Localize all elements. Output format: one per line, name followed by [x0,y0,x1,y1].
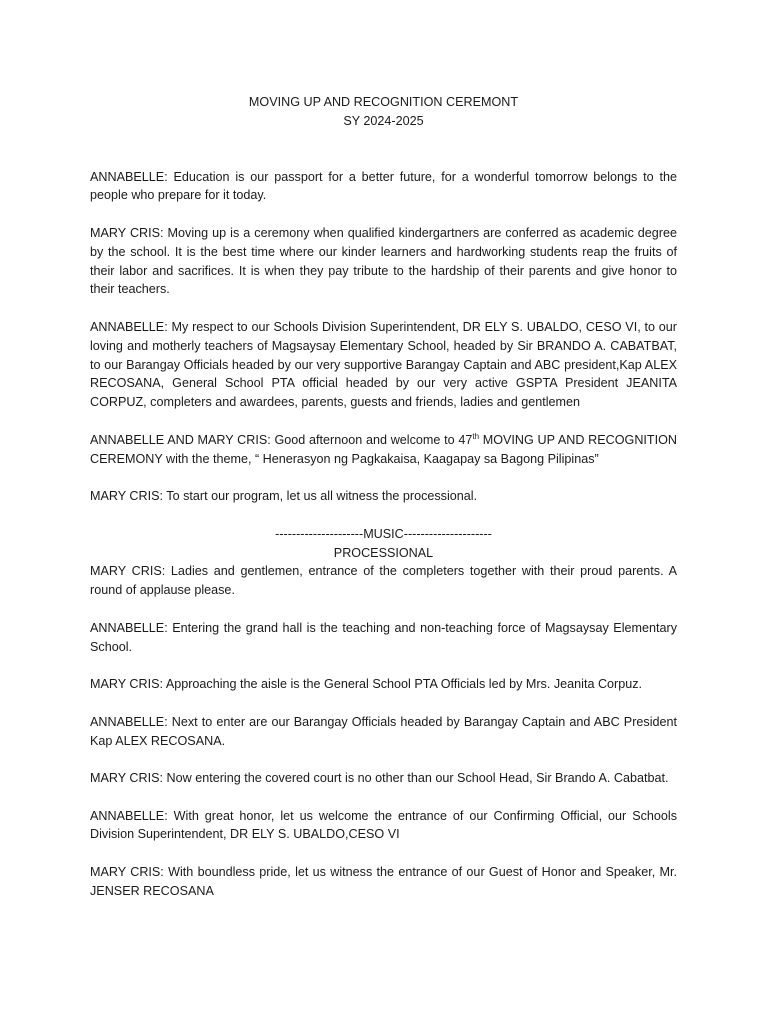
paragraph-3: ANNABELLE: My respect to our Schools Division Superintendent, DR ELY S. UBALDO, CESO VI, to our loving and motherly teachers of Magsaysay Elementary School, headed by Sir BRANDO A. CABATBAT, to our Barangay Officials headed by our very supportive Barangay Captain and ABC president,Kap ALEX RECOSANA, General School PTA official headed by our very active GSPTA President JEANITA CORPUZ, completers and awardees, parents, guests and friends, ladies and gentlemen [90,319,677,410]
paragraph-7: ANNABELLE: Entering the grand hall is the teaching and non-teaching force of Magsaysay Elementary School. [90,620,677,654]
paragraph-12: MARY CRIS: With boundless pride, let us witness the entrance of our Guest of Honor and Speaker, Mr. JENSER RECOSANA [90,865,677,898]
paragraph-8: MARY CRIS: Approaching the aisle is the General School PTA Officials led by Mrs. Jeanita Corpuz. [90,677,643,692]
school-year: SY 2024-2025 [343,113,424,128]
paragraph-10: MARY CRIS: Now entering the covered court is no other than our School Head, Sir Brando A. Cabatbat. [90,771,669,786]
document-title: MOVING UP AND RECOGNITION CEREMONT [248,95,519,109]
paragraph-4-start: ANNABELLE AND MARY CRIS: Good afternoon and welcome to 47 [90,432,473,447]
title-block [90,93,677,131]
paragraph-6: MARY CRIS: Ladies and gentlemen, entrance of the completers together with their proud parents. A round of applause please. [90,564,677,598]
music-divider: ---------------------MUSIC--------------------- [275,526,492,541]
paragraph-1: ANNABELLE: Education is our passport for a better future, for a wonderful tomorrow belongs to the people who prepare for it today. [90,169,677,203]
document-page [90,93,677,901]
paragraph-2: MARY CRIS: Moving up is a ceremony when qualified kindergartners are conferred as academic degree by the school. It is the best time where our kinder learners and hardworking students reap the fruits of their labor and sacrifices. It is when they pay tribute to the hardship of their parents and give honor to their teachers. [90,225,677,297]
paragraph-4 [90,431,677,469]
ordinal-suffix: th [472,431,480,441]
paragraph-4-end: MOVING UP AND RECOGNITION CEREMONY with the theme, “ Henerasyon ng Pagkakaisa, Kaagapay sa Bagong Pilipinas” [90,432,677,466]
paragraph-9: ANNABELLE: Next to enter are our Barangay Officials headed by Barangay Captain and ABC President Kap ALEX RECOSANA. [90,714,677,748]
paragraph-11: ANNABELLE: With great honor, let us welcome the entrance of our Confirming Official, our Schools Division Superintendent, DR ELY S. UBALDO,CESO VI [90,808,677,842]
paragraph-5: MARY CRIS: To start our program, let us all witness the processional. [90,489,478,504]
processional-heading: PROCESSIONAL [333,545,434,560]
